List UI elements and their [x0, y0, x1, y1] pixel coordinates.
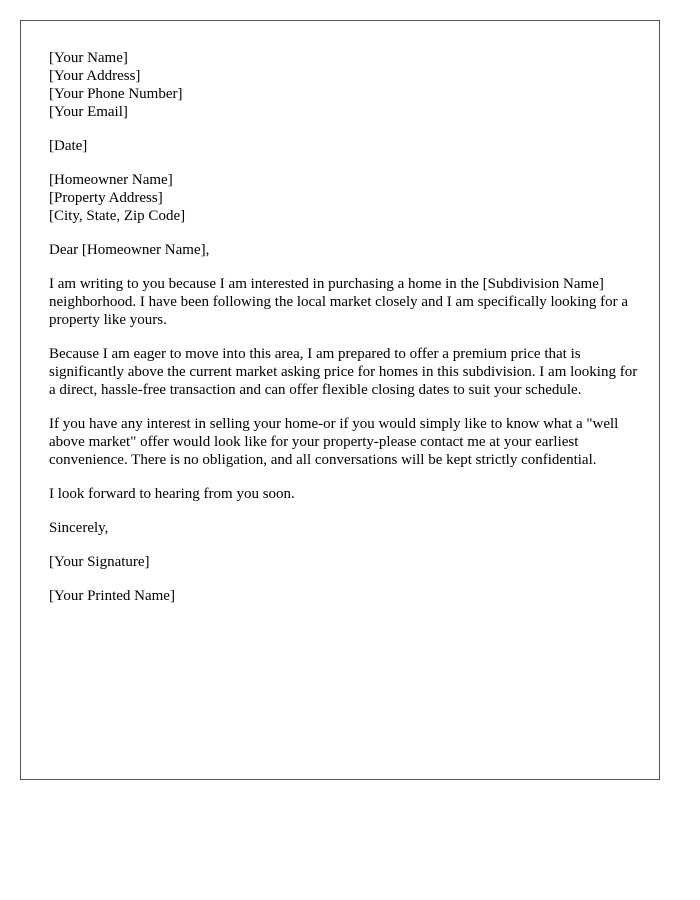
letter-content — [49, 49, 639, 621]
sender-email: [Your Email] — [49, 104, 128, 120]
letter-page — [20, 20, 660, 780]
recipient-address: [Property Address] — [49, 190, 163, 206]
closing: Sincerely, — [49, 520, 109, 536]
printed-name: [Your Printed Name] — [49, 588, 175, 604]
sender-address: [Your Address] — [49, 68, 141, 84]
sender-phone: [Your Phone Number] — [49, 86, 183, 102]
body-paragraph-4: I look forward to hearing from you soon. — [49, 486, 295, 502]
date-block — [49, 137, 639, 155]
salutation: Dear [Homeowner Name], — [49, 242, 210, 258]
sender-block — [49, 49, 639, 121]
recipient-block — [49, 171, 639, 225]
recipient-name: [Homeowner Name] — [49, 172, 173, 188]
body-paragraph-1: I am writing to you because I am interested in purchasing a home in the [Subdivision Name] neighborhood. I have been following the local market closely and I am specifically looking for a property like yours. — [49, 276, 628, 328]
sender-name: [Your Name] — [49, 50, 128, 66]
letter-date: [Date] — [49, 138, 88, 154]
body-paragraph-3: If you have any interest in selling your home-or if you would simply like to know what a "well above market" offer would look like for your property-please contact me at your earliest convenience. There is no obligation, and all conversations will be kept strictly confidential. — [49, 416, 619, 468]
signature-placeholder: [Your Signature] — [49, 554, 150, 570]
body-paragraph-2: Because I am eager to move into this area, I am prepared to offer a premium price that is significantly above the current market asking price for homes in this subdivision. I am looking for a direct, hassle-free transaction and can offer flexible closing dates to suit your schedule. — [49, 346, 638, 398]
recipient-city-state-zip: [City, State, Zip Code] — [49, 208, 186, 224]
